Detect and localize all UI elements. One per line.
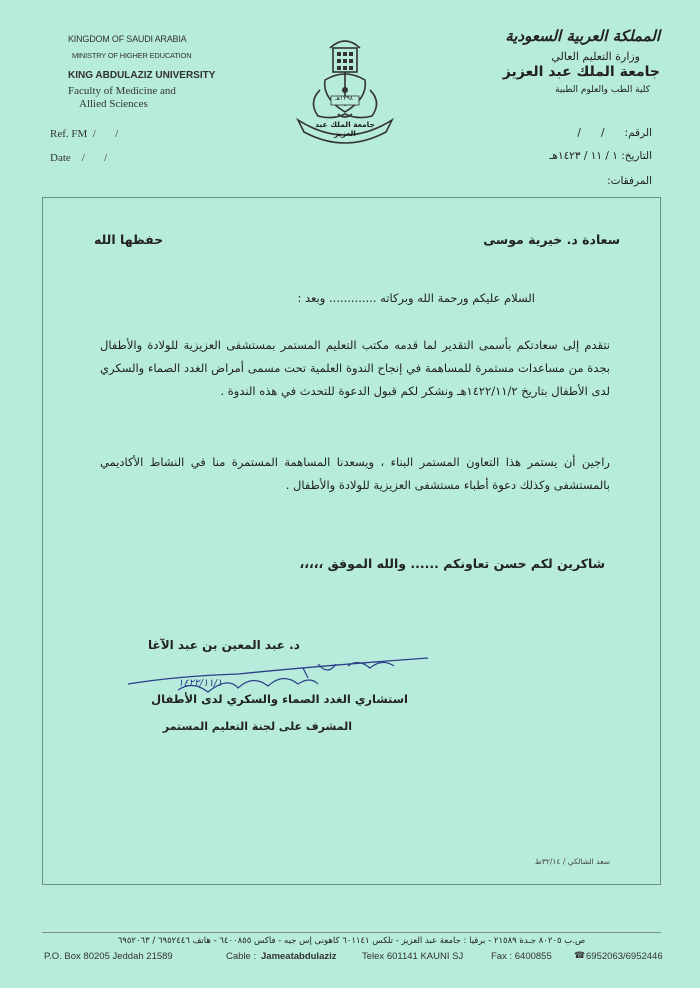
faculty-ar: كلية الطب والعلوم الطبية [555, 85, 650, 95]
signer-name: د. عبد المعين بن عبد الآغا [148, 638, 300, 652]
signer-title-2: المشرف على لجنة التعليم المستمر [162, 720, 352, 733]
ref-en: Ref. FM / / [50, 128, 119, 140]
ministry-ar: وزارة التعليم العالي [551, 50, 640, 63]
ref-ar: الرقم: / / [577, 127, 652, 139]
footer-cable-label: Cable : [226, 951, 257, 962]
kingdom-ar: المملكة العربية السعودية [505, 27, 660, 45]
footer-tel: 6952063/6952446 [586, 951, 663, 962]
ministry-en: MINISTRY OF HIGHER EDUCATION [72, 51, 192, 60]
logo-motto: جامعة الملك عبد العزيز [315, 120, 375, 138]
footer-english [44, 951, 666, 965]
faculty-en-1: Faculty of Medicine and [68, 85, 176, 97]
footer-fax: Fax : 6400855 [491, 951, 552, 962]
university-ar: جامعة الملك عبد العزيز [502, 64, 660, 80]
phone-icon: ☎ [574, 950, 586, 960]
stamp-note: سعد الشالكي / ٣٢/١٤ط [534, 857, 610, 866]
handwritten-date: ١٤٢٢/١١/١ [178, 678, 223, 689]
university-en: KING ABDULAZIZ UNIVERSITY [68, 70, 216, 81]
date-ar: التاريخ: ١ / ١١ / ١٤٢٣هـ [549, 150, 652, 162]
faculty-en-2: Allied Sciences [79, 98, 148, 110]
honorific: حفظها الله [94, 232, 164, 247]
attachments-ar: المرفقات: [607, 175, 652, 187]
closing: شاكرين لكم حسن تعاونكم ...... والله الموفق ،،،،، [299, 556, 605, 571]
footer-arabic: ص.ب ٨٠٢٠٥ جـدة ٢١٥٨٩ - برقيا : جامعة عبد العزيز - تلكس ٦٠١١٤١ كاهونى إس جيه - فاكس ٦٤٠٠٨٥٥ - هاتف ٦٩٥٢٤٤٦ / ٦٩٥٢٠٦٣ [117, 936, 586, 946]
date-en: Date / / [50, 152, 108, 164]
greeting: السلام عليكم ورحمة الله وبركاته ............. وبعد : [297, 291, 535, 305]
recipient: سعادة د. خيرية موسى [483, 232, 620, 247]
footer-cable: Jameatabdulaziz [261, 951, 337, 962]
footer-rule [42, 932, 661, 933]
footer-telex: Telex 601141 KAUNI SJ [362, 951, 464, 962]
footer-pobox: P.O. Box 80205 Jeddah 21589 [44, 951, 173, 962]
signer-title-1: استشاري الغدد الصماء والسكري لدى الأطفال [151, 692, 408, 706]
logo-year: ١٣٩٨هـ [335, 95, 353, 102]
paragraph-1: نتقدم إلى سعادتكم بأسمى التقدير لما قدمه مكتب التعليم المستمر بمستشفى العزيزية للولادة والأطفال بجدة من مساعدات مستمرة للمساهمة في إنجاح الندوة العلمية تحت مسمى أمراض الغدد الصماء والسكري لدى الأطفال بتاريخ ١٤٢٢/١١/٢هـ ونشكر لكم قبول الدعوة للتحدث في هذه الندوة . [100, 338, 610, 398]
kingdom-en: KINGDOM OF SAUDI ARABIA [68, 34, 187, 44]
paragraph-2: راجين أن يستمر هذا التعاون المستمر البناء ، ويسعدنا المساهمة المستمرة منا في النشاط الأكاديمي بالمستشفى وكذلك دعوة أطباء مستشفى العزيزية للولادة والأطفال . [100, 455, 610, 492]
